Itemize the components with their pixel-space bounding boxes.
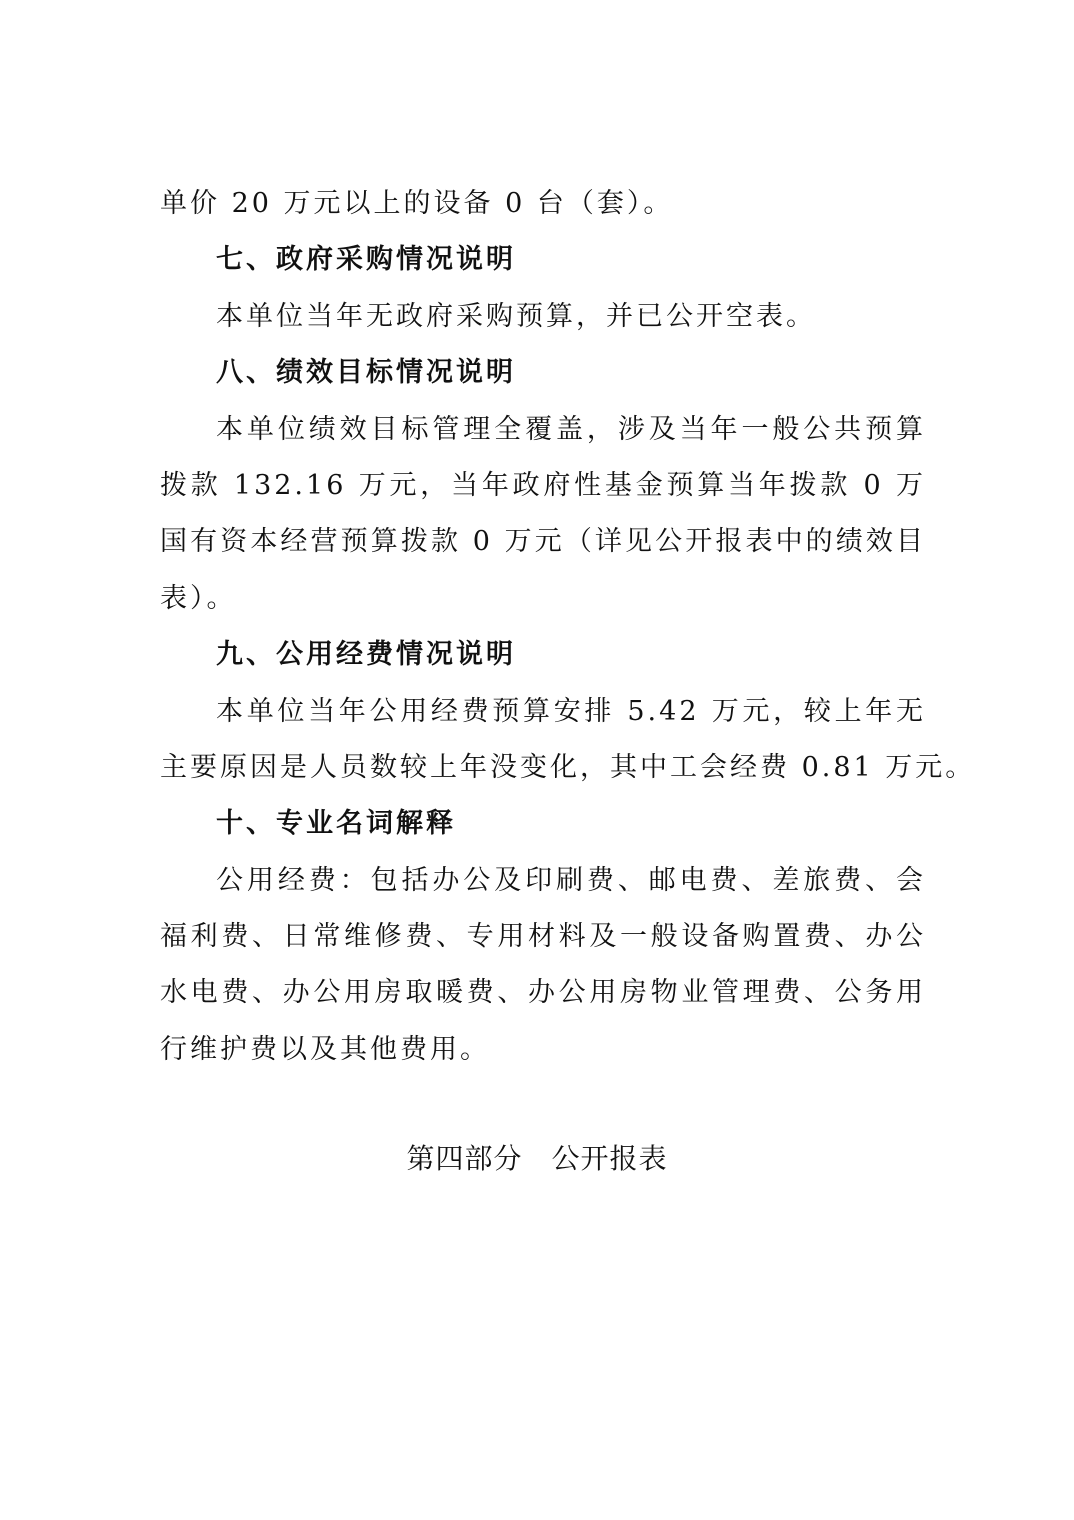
body-line: 行维护费以及其他费用。 [160,1033,490,1065]
part-title: 第四部分 公开报表 [406,1142,668,1175]
body-line: 本单位当年无政府采购预算，并已公开空表。 [216,300,816,332]
body-line: 本单位绩效目标管理全覆盖，涉及当年一般公共预算 [216,413,926,445]
body-line: 福利费、日常维修费、专用材料及一般设备购置费、办公 [160,921,926,953]
section-heading-glossary: 十、专业名词解释 [216,808,456,840]
section-heading-procurement: 七、政府采购情况说明 [216,244,516,276]
section-heading-performance: 八、绩效目标情况说明 [216,357,516,389]
body-line: 拨款 132.16 万元，当年政府性基金预算当年拨款 0 万 [160,469,926,501]
body-line: 单价 20 万元以上的设备 0 台（套）。 [160,188,674,219]
body-line: 主要原因是人员数较上年没变化，其中工会经费 0.81 万元。 [160,751,976,783]
body-line: 水电费、办公用房取暖费、办公用房物业管理费、公务用 [160,977,926,1009]
body-line: 本单位当年公用经费预算安排 5.42 万元，较上年无 [216,695,926,727]
document-body [160,176,976,1078]
section-heading-public-funds: 九、公用经费情况说明 [216,639,516,671]
body-line: 公用经费：包括办公及印刷费、邮电费、差旅费、会 [216,864,926,896]
body-line: 国有资本经营预算拨款 0 万元（详见公开报表中的绩效目 [160,526,926,558]
body-line: 表）。 [160,582,237,614]
